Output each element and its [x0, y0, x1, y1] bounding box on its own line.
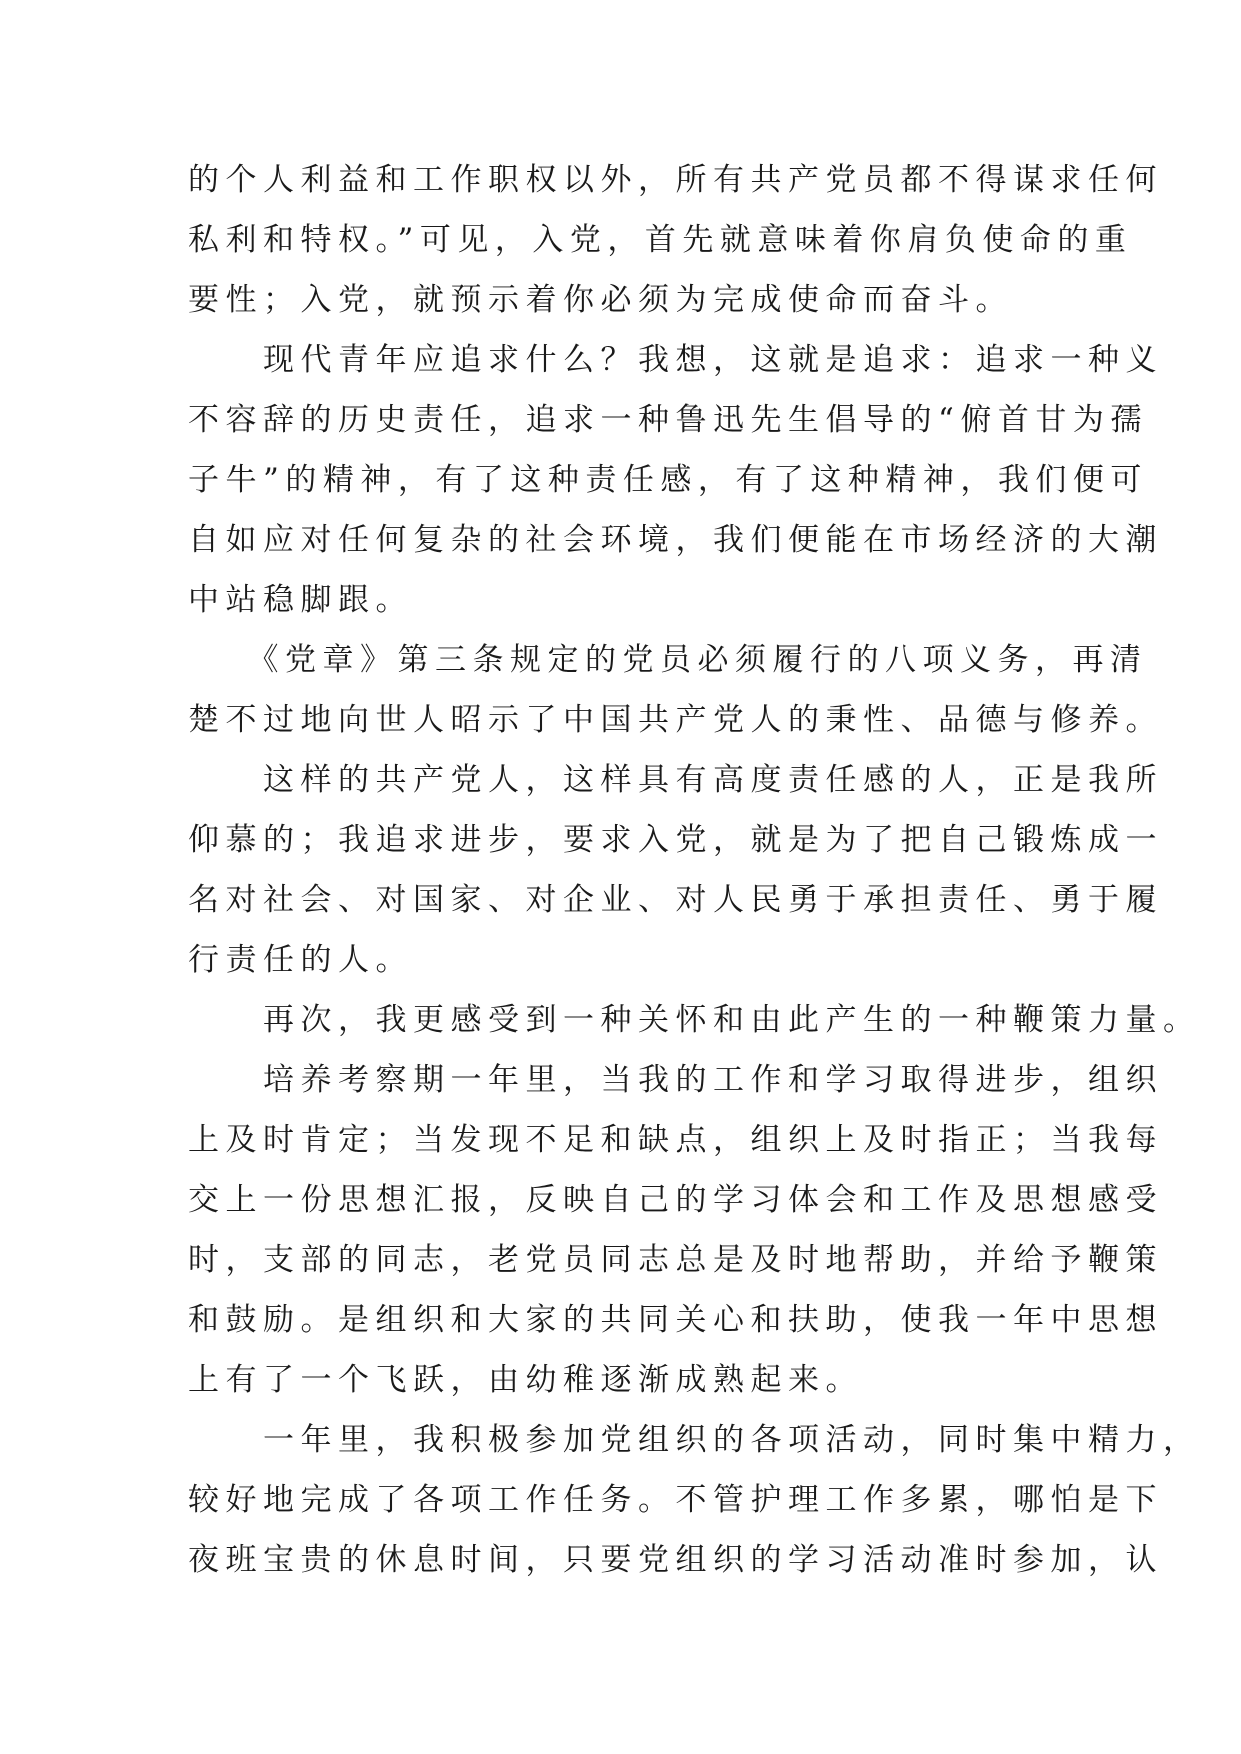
text-line: 较好地完成了各项工作任务。不管护理工作多累，哪怕是下 [188, 1482, 1163, 1518]
paragraph [188, 330, 1163, 630]
paragraph [188, 1410, 1201, 1590]
text-line: 现代青年应追求什么？我想，这就是追求：追求一种义 [188, 342, 1163, 378]
text-line: 仰慕的；我追求进步，要求入党，就是为了把自己锻炼成一 [188, 822, 1163, 858]
text-line: 上及时肯定；当发现不足和缺点，组织上及时指正；当我每 [188, 1122, 1163, 1158]
text-line: 时，支部的同志，老党员同志总是及时地帮助，并给予鞭策 [188, 1242, 1163, 1278]
text-line: 楚不过地向世人昭示了中国共产党人的秉性、品德与修养。 [188, 702, 1163, 738]
text-line: 自如应对任何复杂的社会环境，我们便能在市场经济的大潮 [188, 522, 1163, 558]
text-line: 名对社会、对国家、对企业、对人民勇于承担责任、勇于履 [188, 882, 1163, 918]
paragraph [188, 1050, 1163, 1410]
text-line: 子牛”的精神，有了这种责任感，有了这种精神，我们便可 [188, 462, 1148, 498]
text-line: 交上一份思想汇报，反映自己的学习体会和工作及思想感受 [188, 1182, 1163, 1218]
text-line: 中站稳脚跟。 [188, 582, 413, 618]
text-line: 《党章》第三条规定的党员必须履行的八项义务，再清 [188, 642, 1148, 678]
paragraph [188, 750, 1163, 990]
text-line: 上有了一个飞跃，由幼稚逐渐成熟起来。 [188, 1362, 863, 1398]
text-line: 培养考察期一年里，当我的工作和学习取得进步，组织 [188, 1062, 1163, 1098]
text-line: 这样的共产党人，这样具有高度责任感的人，正是我所 [188, 762, 1163, 798]
text-line: 一年里，我积极参加党组织的各项活动，同时集中精力， [188, 1422, 1201, 1458]
paragraph [188, 150, 1163, 330]
document-body [188, 150, 1201, 1590]
text-line: 行责任的人。 [188, 942, 413, 978]
text-line: 和鼓励。是组织和大家的共同关心和扶助，使我一年中思想 [188, 1302, 1163, 1338]
text-line: 再次，我更感受到一种关怀和由此产生的一种鞭策力量。 [188, 1002, 1201, 1038]
text-line: 要性；入党，就预示着你必须为完成使命而奋斗。 [188, 282, 1013, 318]
paragraph [188, 990, 1201, 1050]
text-line: 不容辞的历史责任，追求一种鲁迅先生倡导的“俯首甘为孺 [188, 402, 1148, 438]
text-line: 私利和特权。”可见，入党，首先就意味着你肩负使命的重 [188, 222, 1133, 258]
text-line: 夜班宝贵的休息时间，只要党组织的学习活动准时参加，认 [188, 1542, 1163, 1578]
text-line: 的个人利益和工作职权以外，所有共产党员都不得谋求任何 [188, 162, 1163, 198]
paragraph [188, 630, 1163, 750]
